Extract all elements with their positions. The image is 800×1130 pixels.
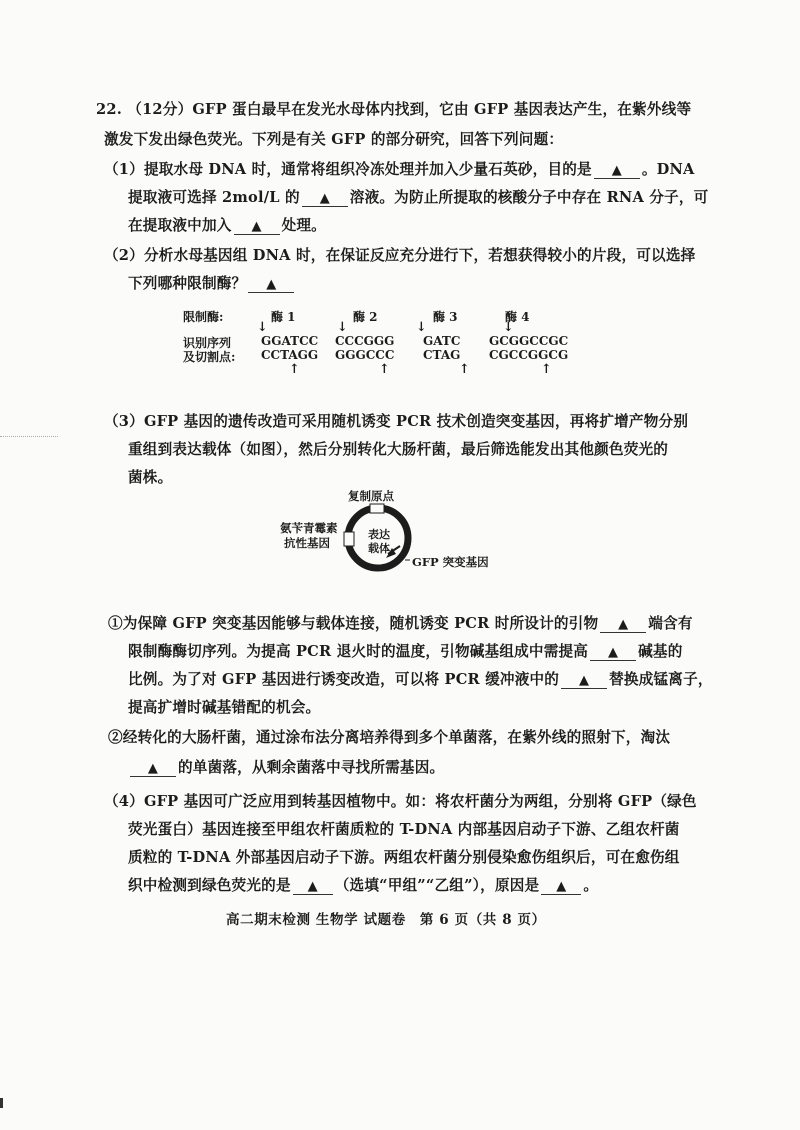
answer-blank[interactable]: ▲ (590, 645, 636, 661)
bottom-sequence: GGGCCC (335, 348, 395, 362)
page-footer: 高二期末检测 生物学 试题卷 第 6 页（共 8 页） (226, 912, 546, 928)
bottom-sequence: CGCCGGCG (489, 348, 569, 362)
resistance-segment (344, 532, 354, 546)
cut-up-arrow-icon: ↑ (379, 362, 390, 377)
answer-blank[interactable]: ▲ (248, 277, 294, 293)
top-sequence: GCGGCCGC (489, 334, 569, 348)
part4-line-4: 织中检测到绿色荧光的是 ▲ （选填“甲组”“乙组”），原因是 ▲ 。 (128, 877, 599, 894)
enzyme-name: 酶 2 (353, 310, 378, 324)
resistance-label-line-2: 抗性基因 (284, 536, 330, 550)
answer-blank[interactable]: ▲ (293, 879, 333, 895)
question-intro-line-1: 22. （12分）GFP 蛋白最早在发光水母体内找到，它由 GFP 基因表达产生，在紫外线等 (96, 101, 692, 118)
part2-line-1: （2）分析水母基因组 DNA 时，在保证反应充分进行下，若想获得较小的片段，可以选择 (104, 247, 696, 264)
part1-line-3: 在提取液中加入 ▲ 处理。 (128, 217, 326, 234)
top-sequence: CCCGGG (335, 334, 395, 348)
vector-center-label-2: 载体 (368, 542, 390, 555)
cut-site-label: 及切割点: (183, 350, 236, 364)
origin-label: 复制原点 (348, 489, 394, 503)
sub1-line-2: 限制酶酶切序列。为提高 PCR 退火时的温度，引物碱基组成中需提高 ▲ 碱基的 (128, 643, 683, 660)
scan-mark (0, 436, 58, 443)
origin-segment (370, 504, 384, 513)
cut-down-arrow-icon: ↓ (337, 320, 348, 335)
cut-up-arrow-icon: ↑ (459, 362, 470, 377)
enzyme-name: 酶 1 (271, 310, 296, 324)
answer-blank[interactable]: ▲ (302, 191, 348, 207)
question-intro-line-2: 激发下发出绿色荧光。下列是有关 GFP 的部分研究，回答下列问题： (104, 131, 564, 148)
part2-line-2: 下列哪种限制酶？ ▲ (128, 272, 296, 293)
sub2-line-1: ②经转化的大肠杆菌，通过涂布法分离培养得到多个单菌落，在紫外线的照射下，淘汰 (108, 729, 671, 746)
answer-blank[interactable]: ▲ (594, 163, 640, 179)
sub2-line-2: ▲ 的单菌落，从剩余菌落中寻找所需基因。 (128, 756, 444, 777)
part4-line-1: （4）GFP 基因可广泛应用到转基因植物中。如：将农杆菌分为两组，分别将 GFP（绿色 (104, 793, 697, 810)
part3-line-1: （3）GFP 基因的遗传改造可采用随机诱变 PCR 技术创造突变基因，再将扩增产物分别 (104, 413, 689, 430)
part3-line-3: 菌株。 (128, 469, 173, 486)
enzyme-name: 酶 3 (433, 310, 458, 324)
restriction-enzyme-table (183, 308, 603, 378)
cut-down-arrow-icon: ↓ (503, 320, 514, 335)
part1-line-1: （1）提取水母 DNA 时，通常将组织冷冻处理并加入少量石英砂，目的是 ▲ 。DNA (104, 161, 695, 178)
answer-blank[interactable]: ▲ (561, 673, 607, 689)
answer-blank[interactable]: ▲ (130, 761, 176, 777)
scan-corner-mark (0, 1098, 3, 1108)
part1-line-2: 提取液可选择 2mol/L 的 ▲ 溶液。为防止所提取的核酸分子中存在 RNA 分子，可 (128, 189, 709, 206)
enzyme-name: 酶 4 (505, 310, 530, 324)
top-sequence: GGATCC (261, 334, 319, 348)
part4-line-3: 质粒的 T-DNA 外部基因启动子下游。两组农杆菌分别侵染愈伤组织后，可在愈伤组 (128, 849, 680, 866)
bottom-sequence: CTAG (423, 348, 461, 362)
cut-down-arrow-icon: ↓ (416, 320, 427, 335)
recognition-seq-label: 识别序列 (183, 336, 232, 350)
enzyme-header-label: 限制酶: (183, 310, 224, 324)
answer-blank[interactable]: ▲ (600, 617, 646, 633)
part3-line-2: 重组到表达载体（如图），然后分别转化大肠杆菌，最后筛选能发出其他颜色荧光的 (128, 441, 669, 458)
answer-blank[interactable]: ▲ (234, 219, 280, 235)
resistance-label-line-1: 氨苄青霉素 (280, 521, 338, 535)
vector-center-label-1: 表达 (368, 528, 390, 541)
cut-up-arrow-icon: ↑ (541, 362, 552, 377)
sub1-line-4: 提高扩增时碱基错配的机会。 (128, 699, 321, 716)
question-number: 22. (96, 101, 122, 118)
sub1-line-1: ①为保障 GFP 突变基因能够与载体连接，随机诱变 PCR 时所设计的引物 ▲ 端含有 (108, 615, 693, 632)
gfp-mutant-gene-label: GFP 突变基因 (412, 555, 489, 569)
expression-vector-diagram (280, 488, 540, 588)
cut-down-arrow-icon: ↓ (257, 320, 268, 335)
part4-line-2: 荧光蛋白）基因连接至甲组农杆菌质粒的 T-DNA 内部基因启动子下游、乙组农杆菌 (128, 821, 680, 838)
answer-blank[interactable]: ▲ (541, 879, 581, 895)
cut-up-arrow-icon: ↑ (289, 362, 300, 377)
sub1-line-3: 比例。为了对 GFP 基因进行诱变改造，可以将 PCR 缓冲液中的 ▲ 替换成锰离子， (128, 671, 713, 688)
bottom-sequence: CCTAGG (261, 348, 319, 362)
top-sequence: GATC (423, 334, 461, 348)
